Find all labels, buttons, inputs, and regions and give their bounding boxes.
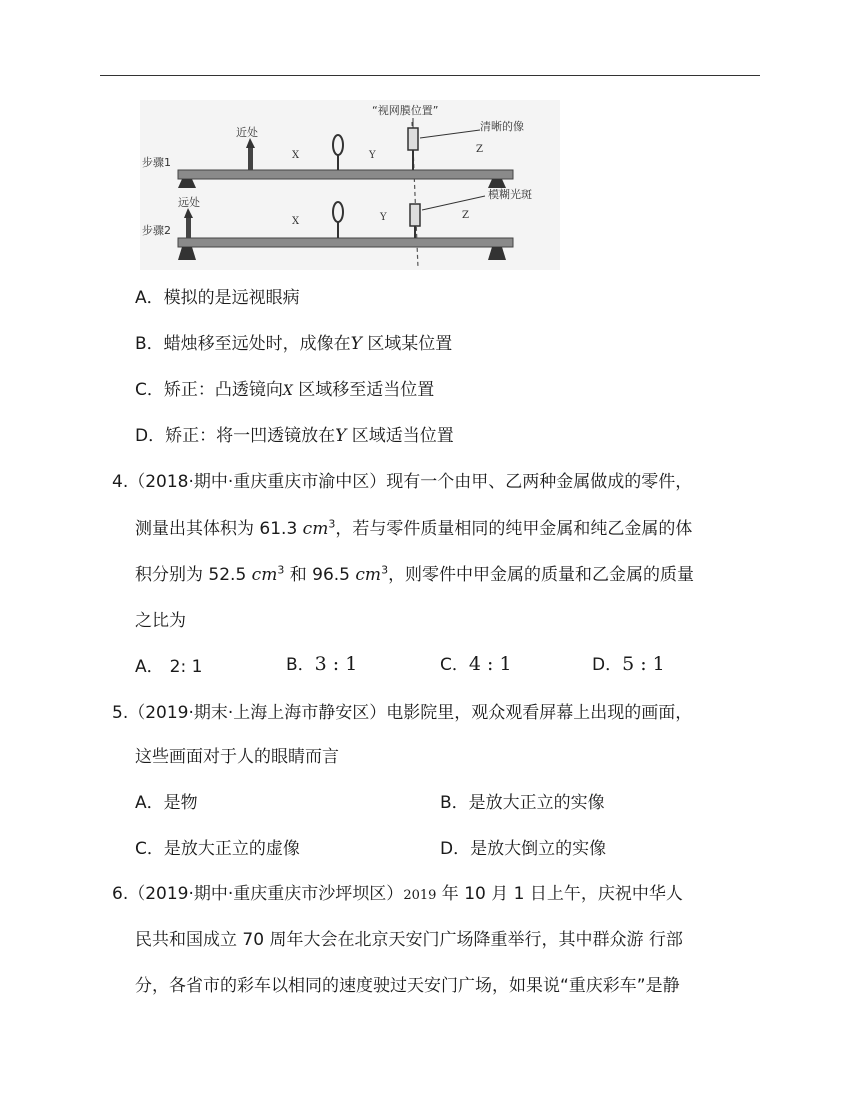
q5-line-2 xyxy=(135,745,339,769)
option-value: 5 : 1 xyxy=(622,653,665,675)
question-number: 5. xyxy=(112,703,129,723)
step1-label: 步骤1 xyxy=(142,156,171,169)
option-letter: B． xyxy=(286,655,315,675)
question-text: ，若与零件质量相同的纯甲金属和纯乙金属的体 xyxy=(335,519,693,539)
q4-option-b[interactable] xyxy=(286,652,357,677)
option-text: 是放大倒立的实像 xyxy=(470,839,607,859)
option-letter: B． xyxy=(135,334,164,354)
q4-line-4 xyxy=(135,609,186,633)
near-label: 近处 xyxy=(236,126,258,139)
question-text: 测量出其体积为 61.3 xyxy=(135,519,303,539)
unit-cm: cm xyxy=(251,565,278,585)
candle-near xyxy=(248,148,253,170)
zone-x-step1: X xyxy=(292,150,300,161)
question-text: 年 10 月 1 日上午，庆祝中华人 xyxy=(436,884,683,904)
question-text: （2018·期中·重庆重庆市渝中区）现有一个由甲、乙两种金属做成的零件， xyxy=(128,472,693,492)
option-text: 是放大正立的实像 xyxy=(468,793,605,813)
clear-image-label: 清晰的像 xyxy=(480,120,524,133)
unit-exponent: 3 xyxy=(328,517,336,531)
q4-option-d[interactable] xyxy=(592,652,665,677)
question-number: 4. xyxy=(112,472,129,492)
option-letter: D． xyxy=(440,839,471,859)
screen-2 xyxy=(410,204,420,226)
q3-option-a[interactable] xyxy=(135,286,300,310)
zone-x-step2: X xyxy=(292,216,300,227)
option-letter: D． xyxy=(135,426,166,446)
q4-option-c[interactable] xyxy=(440,652,512,677)
option-text: 蜡烛移至远处时，成像在 xyxy=(163,334,351,354)
unit-cm: cm xyxy=(355,565,382,585)
option-letter: D． xyxy=(592,655,623,675)
question-text: 分，各省市的彩车以相同的速度驶过天安门广场，如果说“重庆彩车”是静 xyxy=(135,976,680,996)
option-text: 是物 xyxy=(163,793,198,813)
question-text: 和 96.5 xyxy=(284,565,356,585)
q5-line-1 xyxy=(112,701,692,725)
option-text: 模拟的是远视眼病 xyxy=(163,288,300,308)
q6-line-2 xyxy=(135,928,683,952)
variable-y: Y xyxy=(335,426,347,446)
bench-2 xyxy=(178,238,513,247)
bench-1 xyxy=(178,170,513,179)
option-text: 矫正：凸透镜向 xyxy=(163,380,283,400)
unit-exponent: 3 xyxy=(381,563,389,577)
question-text: 这些画面对于人的眼睛而言 xyxy=(135,747,339,767)
q3-option-b[interactable] xyxy=(135,332,452,356)
option-letter: B． xyxy=(440,793,469,813)
unit-cm: cm xyxy=(302,519,329,539)
option-value: 3 : 1 xyxy=(314,653,358,675)
q4-line-3 xyxy=(135,563,694,587)
header-rule xyxy=(100,75,760,76)
question-number: 6. xyxy=(112,884,129,904)
q4-line-1 xyxy=(112,470,692,494)
screen-1 xyxy=(408,128,418,150)
question-text: 之比为 xyxy=(135,611,186,631)
question-text: （2019·期中·重庆重庆市沙坪坝区） xyxy=(128,884,404,904)
option-letter: A． xyxy=(135,288,164,308)
q5-option-d[interactable] xyxy=(440,837,606,861)
optics-bench-figure xyxy=(140,100,560,270)
q3-option-c[interactable] xyxy=(135,378,434,403)
option-letter: C． xyxy=(135,839,164,859)
option-letter: C． xyxy=(135,380,164,400)
q5-option-a[interactable] xyxy=(135,791,198,815)
q5-option-b[interactable] xyxy=(440,791,605,815)
option-text: 区域移至适当位置 xyxy=(298,380,435,400)
year-text: 2019 xyxy=(403,888,437,903)
zone-y-step1: Y xyxy=(369,150,376,161)
zone-z-step2: Z xyxy=(462,210,469,221)
question-text: 民共和国成立 70 周年大会在北京天安门广场降重举行，其中群众游 行部 xyxy=(135,930,683,950)
q5-option-c[interactable] xyxy=(135,837,300,861)
retina-position-label: “视网膜位置” xyxy=(372,104,439,117)
variable-y: Y xyxy=(350,334,362,354)
option-value: 2: 1 xyxy=(169,657,203,677)
option-letter: C． xyxy=(440,655,469,675)
zone-z-step1: Z xyxy=(476,144,483,155)
step2-label: 步骤2 xyxy=(142,224,171,237)
q4-line-2 xyxy=(135,517,692,541)
q6-line-1 xyxy=(112,882,683,908)
option-letter: A． xyxy=(135,657,164,677)
q3-option-d[interactable] xyxy=(135,424,454,448)
option-text: 区域适当位置 xyxy=(351,426,454,446)
q4-option-a[interactable] xyxy=(135,655,202,679)
question-text: 积分别为 52.5 xyxy=(135,565,252,585)
q6-line-3 xyxy=(135,974,680,998)
option-text: 是放大正立的虚像 xyxy=(163,839,300,859)
option-value: 4 : 1 xyxy=(468,653,512,675)
question-text: （2019·期末·上海上海市静安区）电影院里，观众观看屏幕上出现的画面， xyxy=(128,703,693,723)
option-letter: A． xyxy=(135,793,164,813)
option-text: 矫正：将一凹透镜放在 xyxy=(165,426,336,446)
far-label: 远处 xyxy=(178,196,200,209)
variable-x: X xyxy=(282,383,293,399)
zone-y-step2: Y xyxy=(380,212,387,223)
unit-exponent: 3 xyxy=(277,563,285,577)
question-text: ，则零件中甲金属的质量和乙金属的质量 xyxy=(388,565,695,585)
candle-far xyxy=(186,218,191,238)
option-text: 区域某位置 xyxy=(367,334,453,354)
blurry-spot-label: 模糊光斑 xyxy=(488,188,532,201)
